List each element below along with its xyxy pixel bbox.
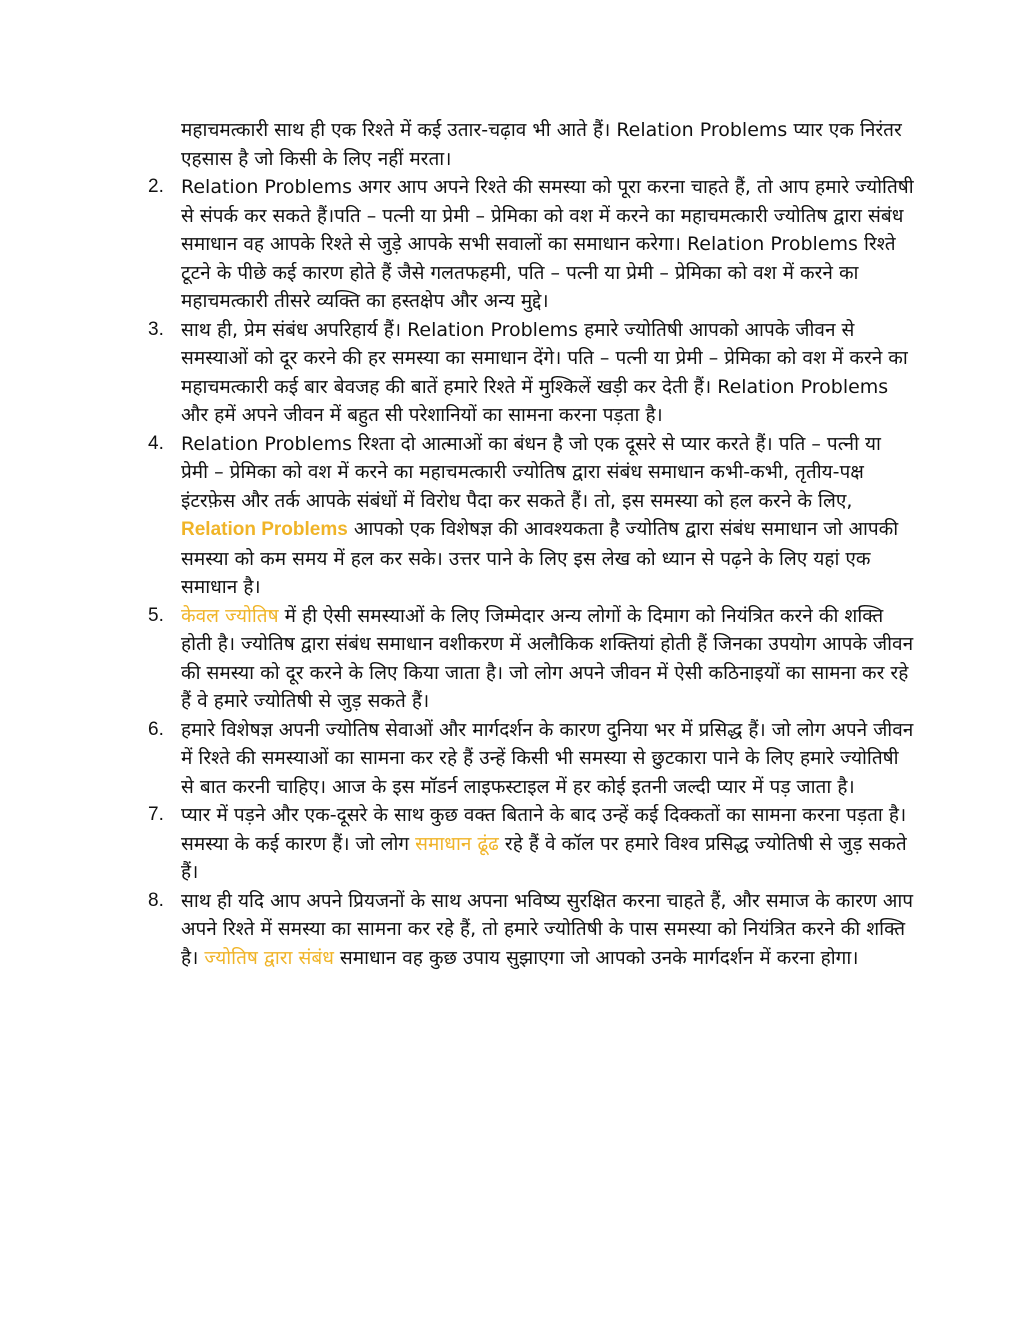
relation-problems-link[interactable]: Relation Problems [181, 519, 348, 540]
list-item-text-before: साथ ही यदि आप अपने प्रियजनों के साथ अपना भविष्य सुरक्षित करना चाहते हैं, और समाज के कारण आप अपने रिश्ते में समस्या का सामना कर रहे हैं, तो हमारे ज्योतिषी के पास समस्या को नियंत्रित करने की शक्ति है। [181, 889, 914, 969]
list-number: 6. [148, 718, 164, 740]
list-item-7 [148, 801, 914, 887]
list-item-text: Relation Problems अगर आप अपने रिश्ते की समस्या को पूरा करना चाहते हैं, तो आप हमारे ज्योतिषी से संपर्क कर सकते हैं।पति – पत्नी या प्रेमी – प्रेमिका को वश में करने का महाचमत्कारी ज्योतिष द्वारा संबंध समाधान वह आपके रिश्ते से जुड़े आपके सभी सवालों का समाधान करेगा। Relation Problems रिश्ते टूटने के पीछे कई कारण होते हैं जैसे गलतफहमी, पति – पत्नी या प्रेमी – प्रेमिका को वश में करने का महाचमत्कारी तीसरे व्यक्ति का हस्तक्षेप और अन्य मुद्दे। [181, 176, 914, 312]
list-item-3 [148, 316, 914, 430]
list-item-text: हमारे विशेषज्ञ अपनी ज्योतिष सेवाओं और मार्गदर्शन के कारण दुनिया भर में प्रसिद्ध हैं। जो लोग अपने जीवन में रिश्ते की समस्याओं का सामना कर रहे हैं उन्हें किसी भी समस्या से छुटकारा पाने के लिए हमारे ज्योतिषी से बात करनी चाहिए। आज के इस मॉडर्न लाइफस्टाइल में हर कोई इतनी जल्दी प्यार में पड़ जाता है। [181, 718, 914, 798]
keval-jyotish-link[interactable]: केवल ज्योतिष [181, 604, 279, 627]
list-item-text: साथ ही, प्रेम संबंध अपरिहार्य हैं। Relation Problems हमारे ज्योतिषी आपको आपके जीवन से समस्याओं को दूर करने की हर समस्या का समाधान देंगे। पति – पत्नी या प्रेमी – प्रेमिका को वश में करने का महाचमत्कारी कई बार बेवजह की बातें हमारे रिश्ते में मुश्किलें खड़ी कर देती हैं। Relation Problems और हमें अपने जीवन में बहुत सी परेशानियों का सामना करना पड़ता है। [181, 318, 908, 426]
list-number: 5. [148, 604, 164, 626]
list-number: 7. [148, 804, 164, 825]
list-number: 3. [148, 318, 164, 340]
list-item-text-after: समाधान वह कुछ उपाय सुझाएगा जो आपको उनके मार्गदर्शन में करना होगा। [333, 946, 859, 969]
list-item-8 [148, 887, 914, 973]
list-item-2 [148, 173, 914, 316]
list-item-body [181, 602, 914, 716]
list-number: 4. [148, 432, 164, 454]
list-item-text-before: Relation Problems रिश्ता दो आत्माओं का बंधन है जो एक दूसरे से प्यार करते हैं। पति – पत्नी या प्रेमी – प्रेमिका को वश में करने का महाचमत्कारी ज्योतिष द्वारा संबंध समाधान कभी-कभी, तृतीय-पक्ष इंटरफ़ेस और तर्क आपके संबंधों में विरोध पैदा कर सकते हैं। तो, इस समस्या को हल करने के लिए, [181, 432, 881, 512]
list-item-text-after: आपको एक विशेषज्ञ की आवश्यकता है ज्योतिष द्वारा संबंध समाधान जो आपकी समस्या को कम समय में हल कर सके। उत्तर पाने के लिए इस लेख को ध्यान से पढ़ने के लिए यहां एक समाधान है। [181, 518, 899, 598]
list-item-5 [148, 602, 914, 716]
list-item-body [181, 887, 914, 973]
list-number: 2. [148, 176, 164, 197]
list-item-body [181, 430, 914, 602]
samadhan-dhoondh-link[interactable]: समाधान ढूंढ [415, 832, 499, 855]
list-item-4 [148, 430, 914, 602]
numbered-list [148, 173, 914, 972]
list-item-text-before: प्यार में पड़ने और एक-दूसरे के साथ कुछ वक्त बिताने के बाद उन्हें कई दिक्कतों का सामना करना पड़ता है। समस्या के कई कारण हैं। जो लोग [181, 804, 907, 855]
list-number: 8. [148, 889, 164, 911]
list-item-6 [148, 716, 914, 802]
list-item-text-after: रहे हैं वे कॉल पर हमारे विश्व प्रसिद्ध ज्योतिषी से जुड़ सकते हैं। [181, 832, 907, 883]
list-item-text-after: में ही ऐसी समस्याओं के लिए जिम्मेदार अन्य लोगों के दिमाग को नियंत्रित करने की शक्ति होती है। ज्योतिष द्वारा संबंध समाधान वशीकरण में अलौकिक शक्तियां होती हैं जिनका उपयोग आपके जीवन की समस्या को दूर करने के लिए किया जाता है। जो लोग अपने जीवन में ऐसी कठिनाइयों का सामना कर रहे हैं वे हमारे ज्योतिषी से जुड़ सकते हैं। [181, 604, 914, 712]
jyotish-dwara-sambandh-link[interactable]: ज्योतिष द्वारा संबंध [204, 946, 334, 969]
list-item-body [181, 801, 914, 887]
intro-paragraph: महाचमत्कारी साथ ही एक रिश्ते में कई उतार-चढ़ाव भी आते हैं। Relation Problems प्यार एक निरंतर एहसास है जो किसी के लिए नहीं मरता। [181, 119, 902, 170]
